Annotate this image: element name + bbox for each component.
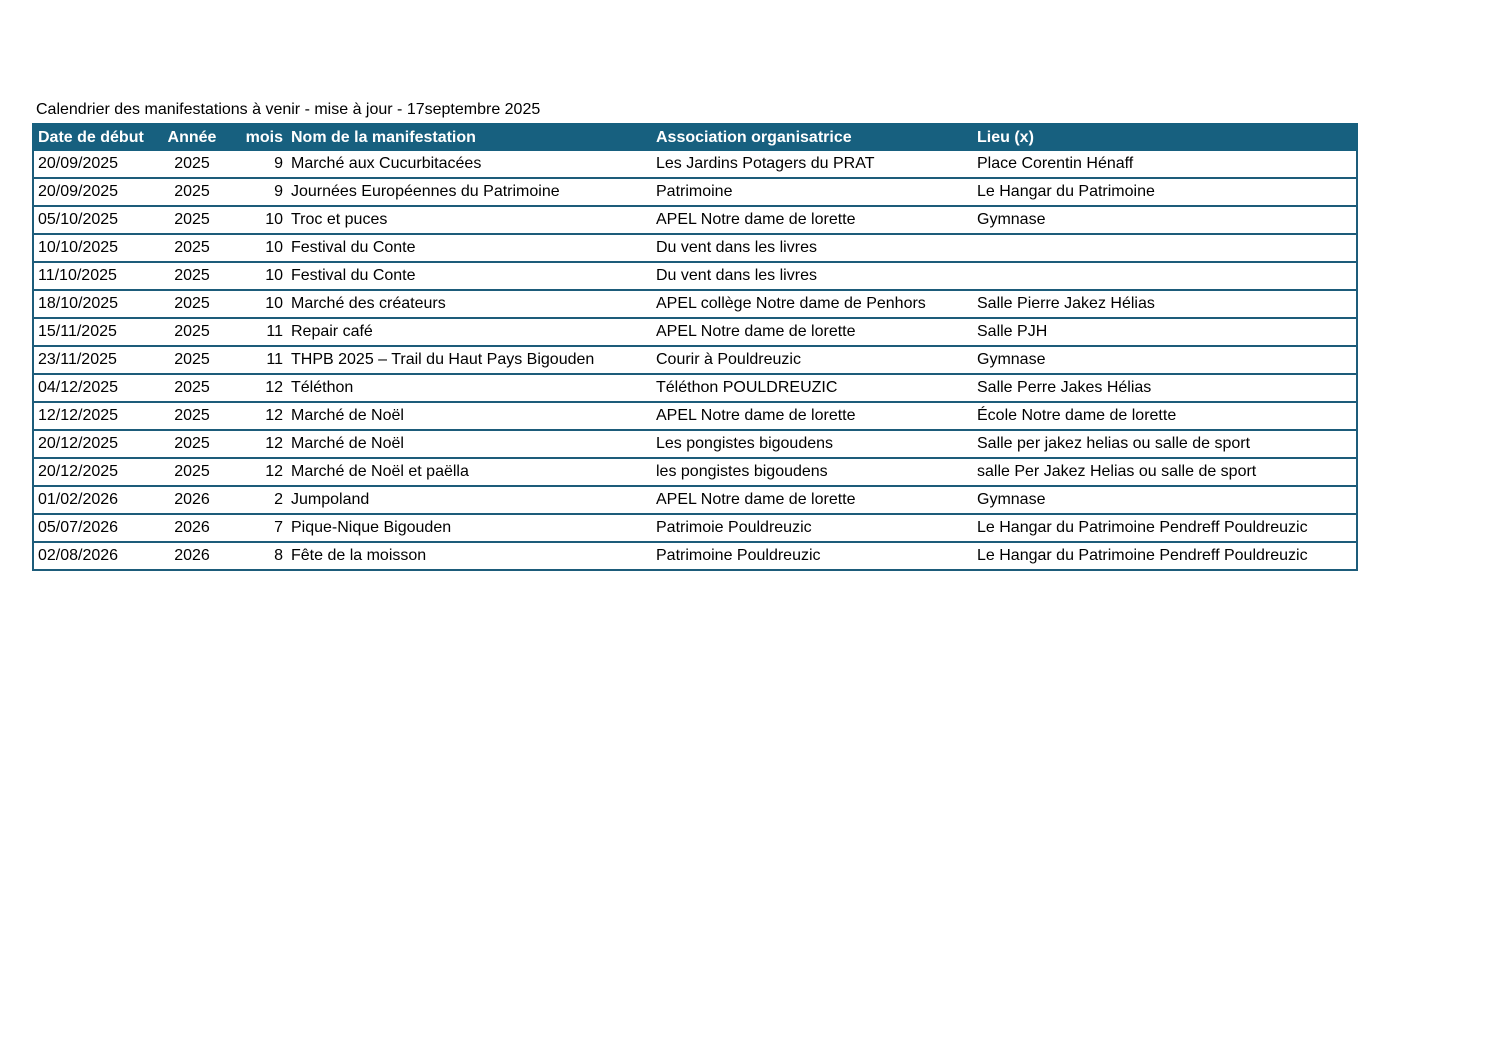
cell-lieu[interactable] (973, 234, 1357, 262)
cell-mois[interactable]: 7 (274, 519, 283, 536)
cell-annee[interactable]: 2026 (174, 547, 210, 564)
cell-lieu[interactable]: salle Per Jakez Helias ou salle de sport (973, 458, 1357, 486)
table-row (33, 374, 1357, 402)
cell-nom[interactable]: Marché de Noël (291, 407, 404, 424)
cell-nom[interactable]: Marché de Noël (291, 435, 404, 452)
cell-date[interactable]: 20/09/2025 (33, 178, 151, 206)
cell-lieu[interactable]: École Notre dame de lorette (973, 402, 1357, 430)
page-title: Calendrier des manifestations à venir - mise à jour - 17septembre 2025 (36, 101, 541, 118)
cell-date[interactable]: 20/09/2025 (33, 151, 151, 178)
cell-mois[interactable]: 2 (274, 491, 283, 508)
cell-association[interactable]: APEL collège Notre dame de Penhors (656, 295, 926, 312)
table-row (33, 346, 1357, 374)
cell-date[interactable]: 15/11/2025 (33, 318, 151, 346)
cell-nom[interactable]: Repair café (291, 323, 373, 340)
column-header-association[interactable]: Association organisatrice (652, 124, 973, 151)
cell-date[interactable]: 12/12/2025 (33, 402, 151, 430)
cell-annee[interactable]: 2025 (174, 463, 210, 480)
cell-annee[interactable]: 2025 (174, 435, 210, 452)
cell-annee[interactable]: 2026 (174, 519, 210, 536)
cell-mois[interactable]: 8 (274, 547, 283, 564)
table-row (33, 206, 1357, 234)
cell-lieu[interactable]: Salle Pierre Jakez Hélias (973, 290, 1357, 318)
cell-association[interactable]: APEL Notre dame de lorette (656, 211, 856, 228)
cell-annee[interactable]: 2025 (174, 379, 210, 396)
column-header-annee[interactable]: Année (151, 124, 233, 151)
cell-association[interactable]: Patrimoine Pouldreuzic (656, 547, 821, 564)
cell-association[interactable]: Courir à Pouldreuzic (656, 351, 801, 368)
table-row (33, 486, 1357, 514)
cell-association[interactable]: Les Jardins Potagers du PRAT (656, 155, 875, 172)
cell-annee[interactable]: 2025 (174, 351, 210, 368)
cell-nom[interactable]: Pique-Nique Bigouden (291, 519, 452, 536)
cell-nom[interactable]: Festival du Conte (291, 267, 416, 284)
cell-lieu[interactable]: Gymnase (973, 206, 1357, 234)
cell-association[interactable]: Patrimoine (656, 183, 733, 200)
cell-nom[interactable]: Jumpoland (291, 491, 370, 508)
cell-association[interactable]: APEL Notre dame de lorette (656, 407, 856, 424)
cell-mois[interactable]: 10 (265, 267, 283, 284)
table-header-row (33, 124, 1357, 151)
cell-nom[interactable]: Journées Européennes du Patrimoine (291, 183, 560, 200)
events-table (32, 123, 1358, 571)
table-row (33, 430, 1357, 458)
cell-lieu[interactable]: Le Hangar du Patrimoine Pendreff Pouldreuzic (973, 514, 1357, 542)
cell-annee[interactable]: 2025 (174, 323, 210, 340)
cell-nom[interactable]: Marché aux Cucurbitacées (291, 155, 482, 172)
cell-lieu[interactable]: Gymnase (973, 486, 1357, 514)
cell-annee[interactable]: 2025 (174, 295, 210, 312)
cell-association[interactable]: Du vent dans les livres (656, 239, 817, 256)
cell-mois[interactable]: 12 (265, 463, 283, 480)
cell-annee[interactable]: 2025 (174, 155, 210, 172)
table-row (33, 151, 1357, 178)
table-row (33, 178, 1357, 206)
cell-date[interactable]: 10/10/2025 (33, 234, 151, 262)
column-header-lieu[interactable]: Lieu (x) (973, 124, 1357, 151)
table-row (33, 458, 1357, 486)
cell-lieu[interactable]: Le Hangar du Patrimoine (973, 178, 1357, 206)
cell-mois[interactable]: 10 (265, 239, 283, 256)
table-row (33, 262, 1357, 290)
cell-lieu[interactable] (973, 262, 1357, 290)
cell-date[interactable]: 18/10/2025 (33, 290, 151, 318)
cell-mois[interactable]: 10 (265, 211, 283, 228)
cell-date[interactable]: 01/02/2026 (33, 486, 151, 514)
cell-nom[interactable]: Fête de la moisson (291, 547, 427, 564)
cell-association[interactable]: Les pongistes bigoudens (656, 435, 834, 452)
cell-lieu[interactable]: Salle per jakez helias ou salle de sport (973, 430, 1357, 458)
cell-lieu[interactable]: Le Hangar du Patrimoine Pendreff Pouldreuzic (973, 542, 1357, 570)
cell-nom[interactable]: Festival du Conte (291, 239, 416, 256)
cell-annee[interactable]: 2025 (174, 211, 210, 228)
cell-annee[interactable]: 2025 (174, 239, 210, 256)
table-row (33, 234, 1357, 262)
cell-association[interactable]: APEL Notre dame de lorette (656, 491, 856, 508)
cell-date[interactable]: 04/12/2025 (33, 374, 151, 402)
cell-association[interactable]: les pongistes bigoudens (656, 463, 828, 480)
column-header-mois[interactable]: mois (233, 124, 287, 151)
cell-nom[interactable]: Marché des créateurs (291, 295, 446, 312)
cell-mois[interactable]: 9 (274, 155, 283, 172)
cell-date[interactable]: 20/12/2025 (33, 458, 151, 486)
cell-mois[interactable]: 12 (265, 435, 283, 452)
cell-lieu[interactable]: Salle PJH (973, 318, 1357, 346)
cell-date[interactable]: 11/10/2025 (33, 262, 151, 290)
cell-annee[interactable]: 2026 (174, 491, 210, 508)
cell-mois[interactable]: 9 (274, 183, 283, 200)
cell-nom[interactable]: Marché de Noël et paëlla (291, 463, 469, 480)
cell-date[interactable]: 05/07/2026 (33, 514, 151, 542)
table-row (33, 402, 1357, 430)
cell-mois[interactable]: 10 (265, 295, 283, 312)
cell-nom[interactable]: Téléthon (291, 379, 354, 396)
cell-lieu[interactable]: Gymnase (973, 346, 1357, 374)
cell-association[interactable]: Patrimoie Pouldreuzic (656, 519, 812, 536)
column-header-nom[interactable]: Nom de la manifestation (287, 124, 652, 151)
cell-association[interactable]: APEL Notre dame de lorette (656, 323, 856, 340)
cell-annee[interactable]: 2025 (174, 407, 210, 424)
cell-lieu[interactable]: Salle Perre Jakes Hélias (973, 374, 1357, 402)
cell-annee[interactable]: 2025 (174, 267, 210, 284)
cell-date[interactable]: 20/12/2025 (33, 430, 151, 458)
cell-date[interactable]: 05/10/2025 (33, 206, 151, 234)
table-row (33, 542, 1357, 570)
cell-date[interactable]: 23/11/2025 (33, 346, 151, 374)
cell-mois[interactable]: 11 (266, 323, 283, 340)
cell-nom[interactable]: THPB 2025 – Trail du Haut Pays Bigouden (291, 351, 595, 368)
cell-mois[interactable]: 11 (266, 351, 283, 368)
table-row (33, 514, 1357, 542)
cell-mois[interactable]: 12 (265, 379, 283, 396)
table-row (33, 318, 1357, 346)
cell-lieu[interactable]: Place Corentin Hénaff (973, 151, 1357, 178)
cell-association[interactable]: Téléthon POULDREUZIC (656, 379, 838, 396)
cell-nom[interactable]: Troc et puces (291, 211, 388, 228)
table-row (33, 290, 1357, 318)
cell-association[interactable]: Du vent dans les livres (656, 267, 817, 284)
cell-annee[interactable]: 2025 (174, 183, 210, 200)
column-header-date[interactable]: Date de début (33, 124, 151, 151)
cell-mois[interactable]: 12 (265, 407, 283, 424)
cell-date[interactable]: 02/08/2026 (33, 542, 151, 570)
